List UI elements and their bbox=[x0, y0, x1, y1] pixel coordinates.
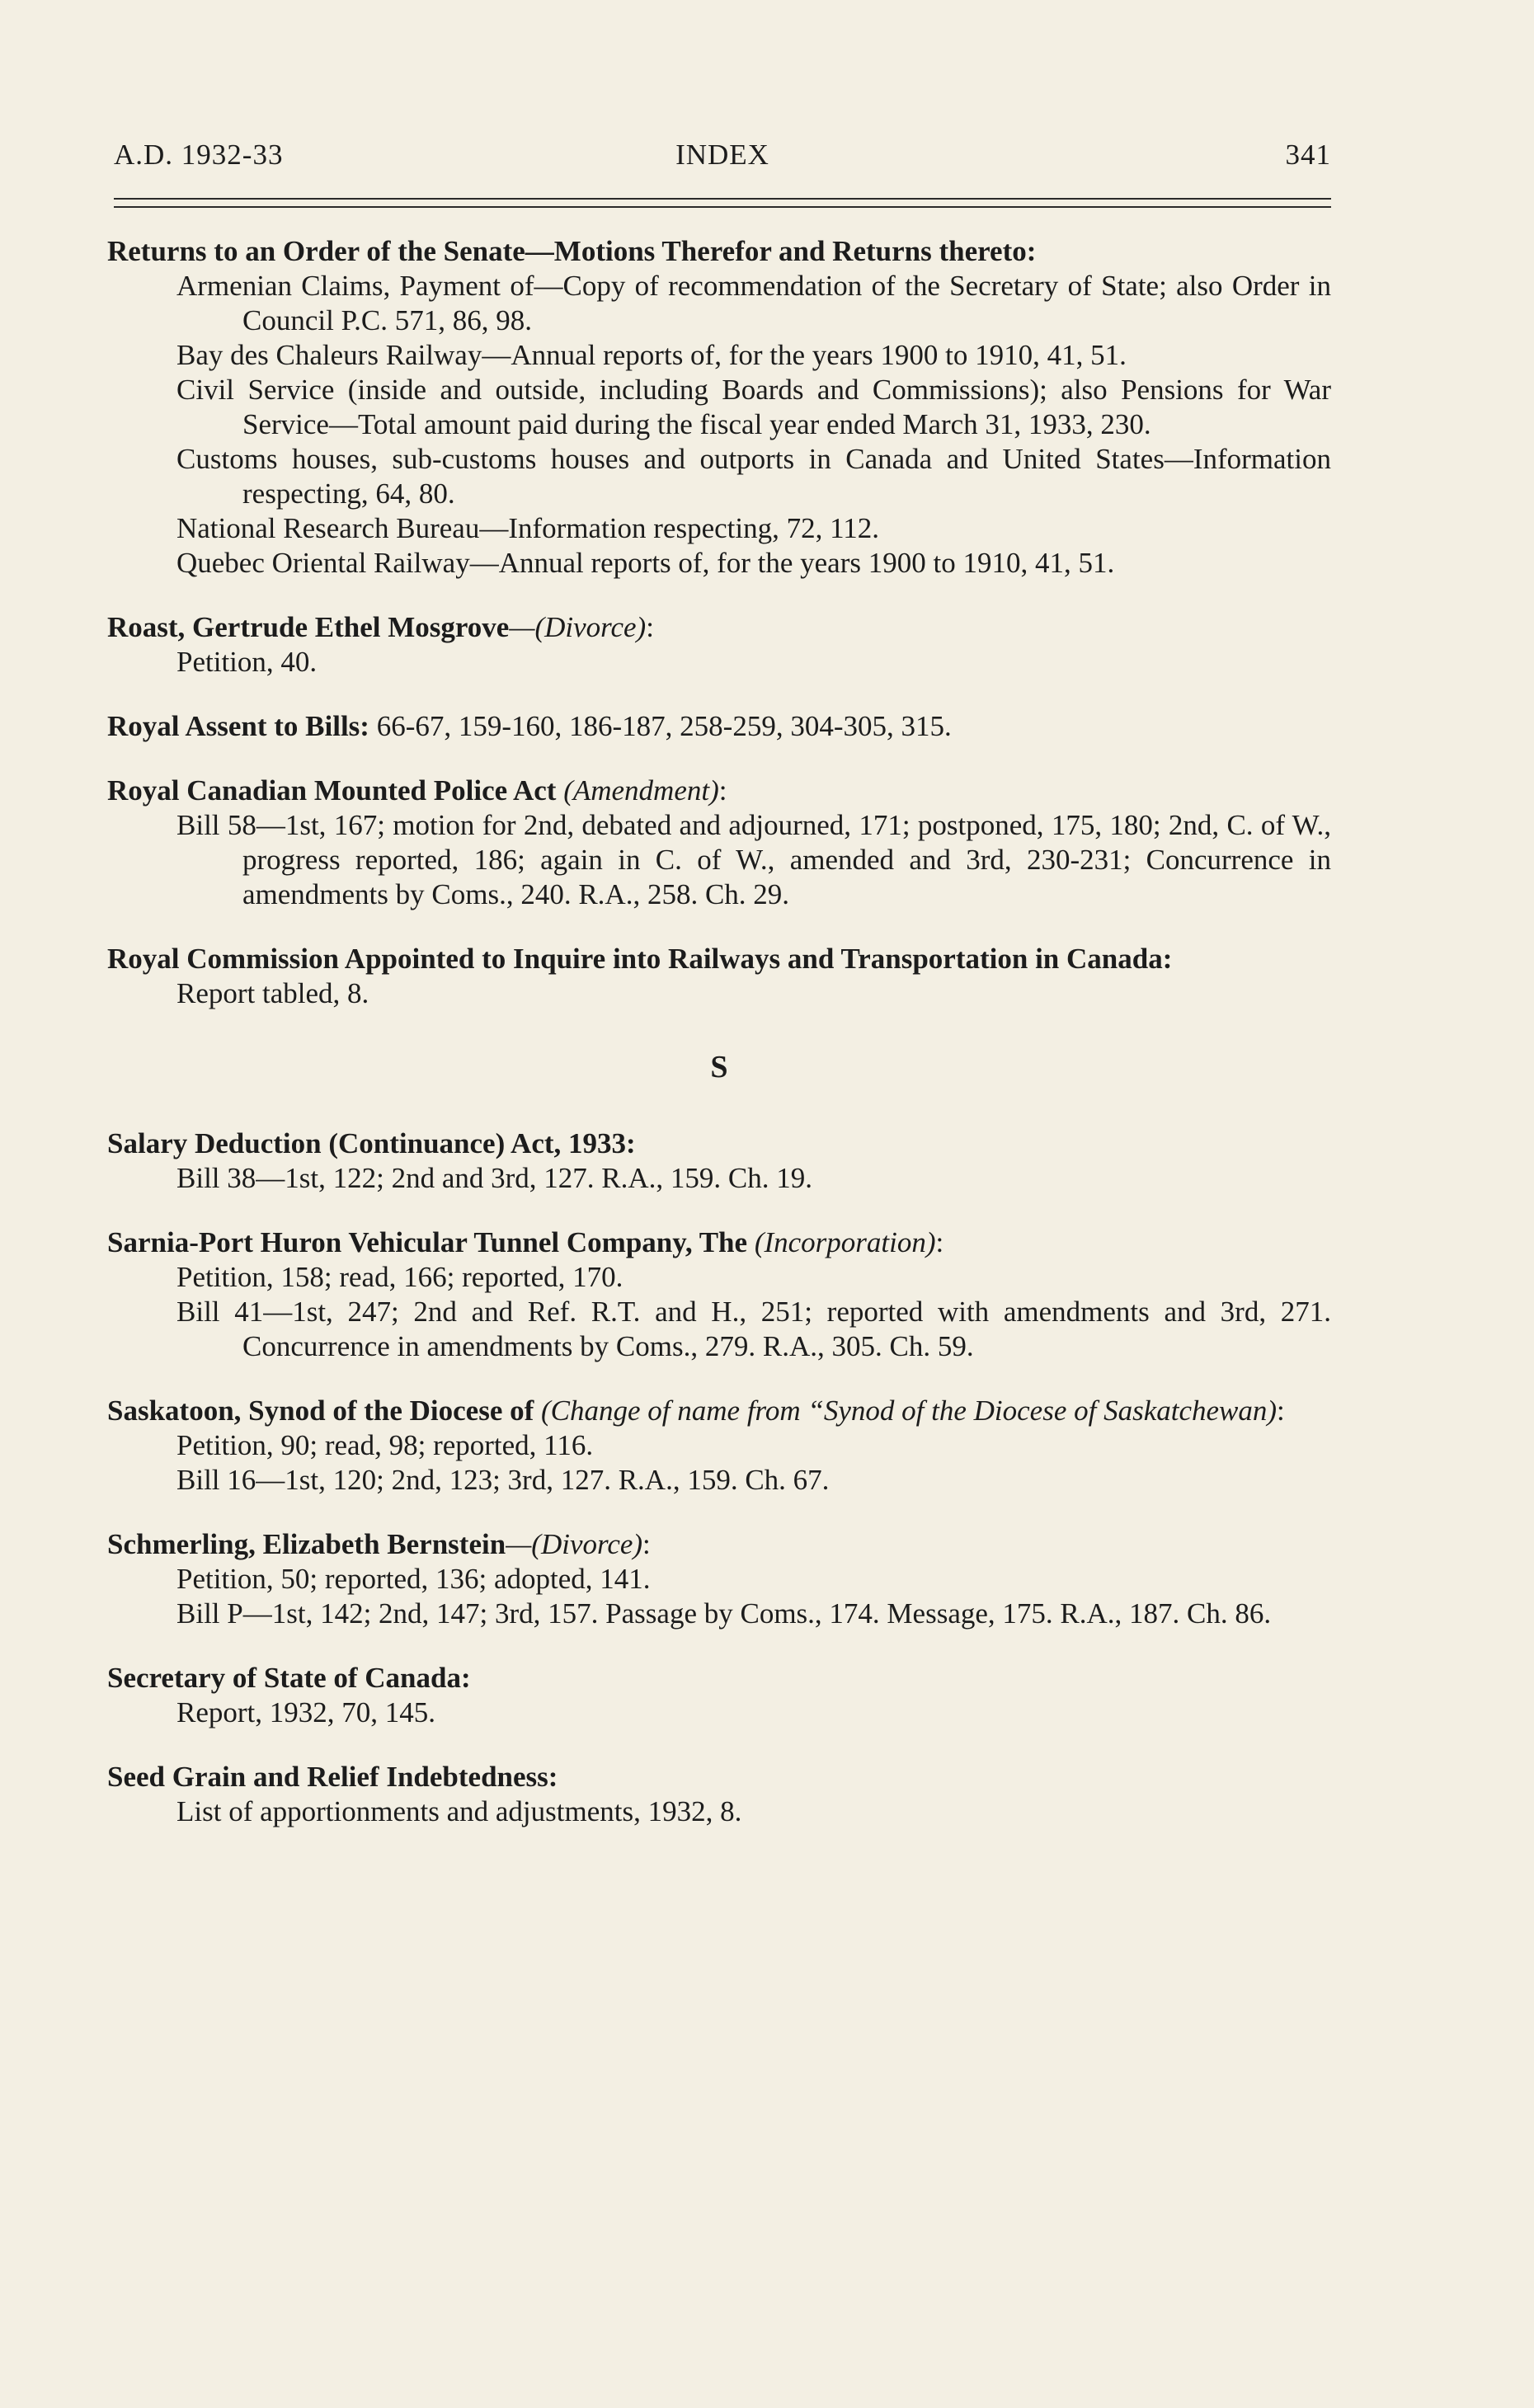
entry-subitem: National Research Bureau—Information respecting, 72, 112. bbox=[176, 512, 880, 544]
entry-heading-bold: Salary Deduction (Continuance) Act, 1933: bbox=[107, 1127, 636, 1159]
entry-heading-bold: Royal Canadian Mounted Police Act bbox=[107, 774, 557, 807]
index-entry bbox=[107, 774, 1331, 912]
entry-subitem: Petition, 90; read, 98; reported, 116. bbox=[176, 1429, 594, 1461]
entry-heading-bold: Seed Grain and Relief Indebtedness: bbox=[107, 1761, 558, 1793]
index-entry bbox=[107, 1126, 1331, 1196]
entry-heading-bold: Royal Assent to Bills: bbox=[107, 710, 369, 742]
entry-subitem: List of apportionments and adjustments, 1932, 8. bbox=[176, 1795, 742, 1827]
page-number: 341 bbox=[1285, 139, 1331, 171]
entry-heading-italic: (Amendment) bbox=[556, 774, 719, 807]
entry-heading-bold: Royal Commission Appointed to Inquire into Railways and Transportation in Canada: bbox=[107, 943, 1173, 975]
entry-subitem: Bill P—1st, 142; 2nd, 147; 3rd, 157. Passage by Coms., 174. Message, 175. R.A., 187. Ch. 86. bbox=[176, 1597, 1272, 1630]
entry-subitem: Report tabled, 8. bbox=[176, 977, 369, 1009]
index-entry bbox=[107, 1394, 1331, 1498]
entries-before-letter bbox=[107, 234, 1331, 1011]
entry-heading-tail: : bbox=[718, 774, 727, 807]
entry-heading bbox=[107, 1225, 1331, 1260]
entry-heading-italic: (Incorporation) bbox=[747, 1226, 936, 1258]
index-entry bbox=[107, 234, 1331, 581]
entry-subitem: Petition, 158; read, 166; reported, 170. bbox=[176, 1261, 623, 1293]
section-letter: S bbox=[710, 1050, 728, 1084]
entry-heading bbox=[107, 774, 1331, 808]
entry-heading-tail: : bbox=[642, 1528, 651, 1560]
entry-heading-tail: : bbox=[1277, 1394, 1285, 1427]
entry-subitem: Petition, 50; reported, 136; adopted, 141. bbox=[176, 1563, 651, 1595]
entry-heading-bold: Saskatoon, Synod of the Diocese of bbox=[107, 1394, 534, 1427]
entries-after-letter bbox=[107, 1126, 1331, 1829]
entry-heading bbox=[107, 1394, 1331, 1428]
entry-heading bbox=[107, 1527, 1331, 1562]
entry-subitem: Bill 38—1st, 122; 2nd and 3rd, 127. R.A., 159. Ch. 19. bbox=[176, 1162, 812, 1194]
entry-subitem: Customs houses, sub-customs houses and outports in Canada and United States—Information respecting, 64, 80. bbox=[176, 443, 1331, 510]
entry-heading-tail: 66-67, 159-160, 186-187, 258-259, 304-305, 315. bbox=[369, 710, 952, 742]
entry-subitem: Civil Service (inside and outside, including Boards and Commissions); also Pensions for War Service—Total amount paid during the fiscal year ended March 31, 1933, 230. bbox=[176, 374, 1331, 440]
entry-heading bbox=[107, 1126, 1331, 1161]
header-rule-bottom bbox=[114, 206, 1331, 208]
index-entry bbox=[107, 709, 1331, 744]
header-rule-top bbox=[114, 198, 1331, 200]
entry-subitem: Quebec Oriental Railway—Annual reports of, for the years 1900 to 1910, 41, 51. bbox=[176, 547, 1115, 579]
index-entry bbox=[107, 1661, 1331, 1730]
entry-heading-italic: —(Divorce) bbox=[509, 611, 647, 643]
header-title: INDEX bbox=[675, 139, 769, 171]
entry-heading-bold: Schmerling, Elizabeth Bernstein bbox=[107, 1528, 506, 1560]
running-header bbox=[114, 139, 1331, 178]
entry-heading-tail: : bbox=[646, 611, 654, 643]
entry-heading-italic: (Change of name from “Synod of the Diocese of Saskatchewan) bbox=[534, 1394, 1278, 1427]
entry-heading-bold: Sarnia-Port Huron Vehicular Tunnel Company, The bbox=[107, 1226, 748, 1258]
entry-subitem: Bill 16—1st, 120; 2nd, 123; 3rd, 127. R.A., 159. Ch. 67. bbox=[176, 1464, 830, 1496]
index-entry bbox=[107, 942, 1331, 1011]
index-entry bbox=[107, 1760, 1331, 1829]
entry-heading-tail: : bbox=[935, 1226, 944, 1258]
index-entry bbox=[107, 610, 1331, 680]
entry-heading bbox=[107, 610, 1331, 645]
index-entry bbox=[107, 1225, 1331, 1364]
entry-heading-italic: —(Divorce) bbox=[506, 1528, 643, 1560]
entry-heading bbox=[107, 709, 1331, 744]
entry-subitem: Bay des Chaleurs Railway—Annual reports of, for the years 1900 to 1910, 41, 51. bbox=[176, 339, 1127, 371]
entry-subitem: Petition, 40. bbox=[176, 646, 318, 678]
entry-heading bbox=[107, 942, 1331, 976]
entry-subitem: Armenian Claims, Payment of—Copy of recommendation of the Secretary of State; also Order in Council P.C. 571, 86, 98. bbox=[176, 270, 1331, 336]
header-year: A.D. 1932-33 bbox=[114, 139, 284, 171]
entry-heading-bold: Secretary of State of Canada: bbox=[107, 1662, 471, 1694]
entry-heading-bold: Roast, Gertrude Ethel Mosgrove bbox=[107, 611, 510, 643]
entry-heading bbox=[107, 234, 1331, 269]
entry-subitem: Bill 58—1st, 167; motion for 2nd, debated and adjourned, 171; postponed, 175, 180; 2nd, C. of W., progress reported, 186; again in C. of W., amended and 3rd, 230-231; Concurrence in amendments by Coms., 240. R.A., 258. Ch. 29. bbox=[176, 809, 1331, 910]
entry-heading bbox=[107, 1661, 1331, 1695]
index-content bbox=[107, 234, 1331, 1859]
entry-heading-bold: Returns to an Order of the Senate—Motions Therefor and Returns thereto: bbox=[107, 235, 1037, 267]
entry-subitem: Bill 41—1st, 247; 2nd and Ref. R.T. and H., 251; reported with amendments and 3rd, 271. Concurrence in amendments by Coms., 279. R.A., 305. Ch. 59. bbox=[176, 1296, 1331, 1362]
entry-heading bbox=[107, 1760, 1331, 1794]
entry-subitem: Report, 1932, 70, 145. bbox=[176, 1696, 436, 1728]
index-entry bbox=[107, 1527, 1331, 1631]
